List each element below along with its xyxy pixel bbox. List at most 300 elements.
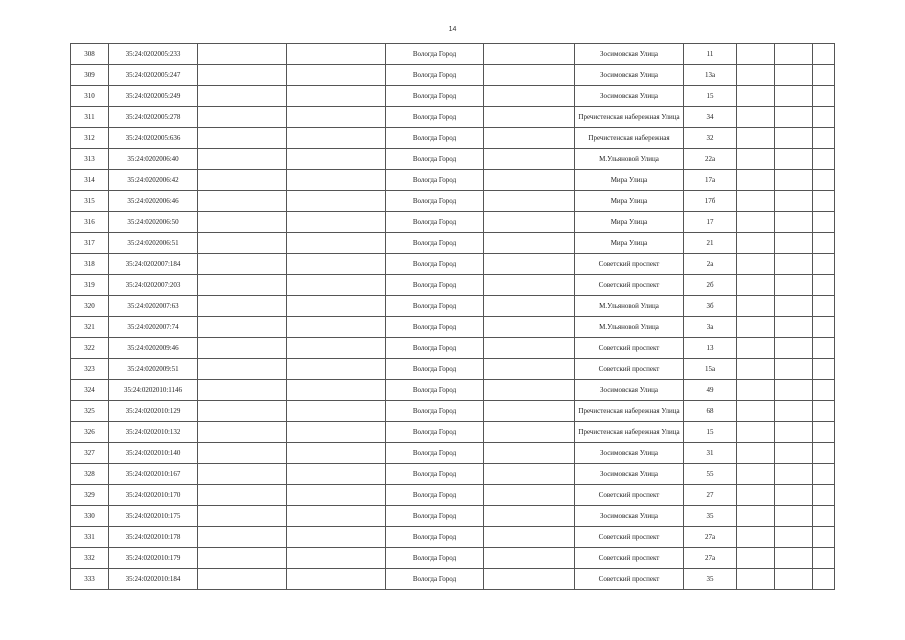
empty-cell <box>287 149 386 170</box>
empty-cell <box>775 107 813 128</box>
empty-cell <box>484 107 575 128</box>
empty-cell <box>775 380 813 401</box>
street-cell: Советский проспект <box>575 275 684 296</box>
house-number-cell: 15 <box>684 86 737 107</box>
cadastral-number-cell: 35:24:0202005:278 <box>109 107 198 128</box>
empty-cell <box>198 65 287 86</box>
row-number-cell: 320 <box>71 296 109 317</box>
empty-cell <box>775 485 813 506</box>
cadastral-number-cell: 35:24:0202010:132 <box>109 422 198 443</box>
table-row <box>71 485 835 506</box>
empty-cell <box>198 254 287 275</box>
empty-cell <box>484 464 575 485</box>
empty-cell <box>484 422 575 443</box>
table-row <box>71 170 835 191</box>
empty-cell <box>737 485 775 506</box>
empty-cell <box>737 44 775 65</box>
empty-cell <box>737 65 775 86</box>
table-row <box>71 233 835 254</box>
street-cell: Советский проспект <box>575 338 684 359</box>
empty-cell <box>287 464 386 485</box>
empty-cell <box>775 296 813 317</box>
cadastral-number-cell: 35:24:0202010:175 <box>109 506 198 527</box>
empty-cell <box>737 128 775 149</box>
house-number-cell: 55 <box>684 464 737 485</box>
empty-cell <box>813 338 835 359</box>
row-number-cell: 329 <box>71 485 109 506</box>
street-cell: М.Ульяновой Улица <box>575 296 684 317</box>
city-cell: Вологда Город <box>386 254 484 275</box>
empty-cell <box>287 170 386 191</box>
page-number: 14 <box>448 26 457 33</box>
row-number-cell: 327 <box>71 443 109 464</box>
empty-cell <box>484 506 575 527</box>
empty-cell <box>484 233 575 254</box>
empty-cell <box>484 401 575 422</box>
cadastral-number-cell: 35:24:0202006:51 <box>109 233 198 254</box>
row-number-cell: 315 <box>71 191 109 212</box>
empty-cell <box>813 443 835 464</box>
house-number-cell: 21 <box>684 233 737 254</box>
row-number-cell: 325 <box>71 401 109 422</box>
empty-cell <box>287 548 386 569</box>
empty-cell <box>484 254 575 275</box>
empty-cell <box>813 149 835 170</box>
table-row <box>71 464 835 485</box>
empty-cell <box>813 464 835 485</box>
row-number-cell: 324 <box>71 380 109 401</box>
table-row <box>71 359 835 380</box>
empty-cell <box>775 254 813 275</box>
street-cell: Пречистенская набережная Улица <box>575 401 684 422</box>
city-cell: Вологда Город <box>386 443 484 464</box>
empty-cell <box>198 44 287 65</box>
city-cell: Вологда Город <box>386 275 484 296</box>
empty-cell <box>775 464 813 485</box>
empty-cell <box>737 422 775 443</box>
table-row <box>71 254 835 275</box>
empty-cell <box>198 422 287 443</box>
row-number-cell: 314 <box>71 170 109 191</box>
empty-cell <box>287 527 386 548</box>
empty-cell <box>737 380 775 401</box>
empty-cell <box>287 212 386 233</box>
house-number-cell: 49 <box>684 380 737 401</box>
street-cell: Пречистенская набережная <box>575 128 684 149</box>
empty-cell <box>484 317 575 338</box>
empty-cell <box>484 338 575 359</box>
city-cell: Вологда Город <box>386 548 484 569</box>
city-cell: Вологда Город <box>386 44 484 65</box>
empty-cell <box>198 569 287 590</box>
city-cell: Вологда Город <box>386 170 484 191</box>
house-number-cell: 17а <box>684 170 737 191</box>
house-number-cell: 35 <box>684 569 737 590</box>
empty-cell <box>775 569 813 590</box>
house-number-cell: 27 <box>684 485 737 506</box>
empty-cell <box>775 275 813 296</box>
street-cell: М.Ульяновой Улица <box>575 317 684 338</box>
house-number-cell: 15 <box>684 422 737 443</box>
table-row <box>71 548 835 569</box>
empty-cell <box>287 44 386 65</box>
empty-cell <box>287 380 386 401</box>
empty-cell <box>287 401 386 422</box>
empty-cell <box>198 338 287 359</box>
empty-cell <box>813 170 835 191</box>
empty-cell <box>737 359 775 380</box>
table-row <box>71 191 835 212</box>
empty-cell <box>287 359 386 380</box>
empty-cell <box>484 191 575 212</box>
empty-cell <box>775 149 813 170</box>
empty-cell <box>198 128 287 149</box>
house-number-cell: 11 <box>684 44 737 65</box>
street-cell: Зосимовская Улица <box>575 443 684 464</box>
empty-cell <box>813 401 835 422</box>
empty-cell <box>813 275 835 296</box>
street-cell: Зосимовская Улица <box>575 380 684 401</box>
cadastral-number-cell: 35:24:0202009:46 <box>109 338 198 359</box>
cadastral-number-cell: 35:24:0202010:129 <box>109 401 198 422</box>
empty-cell <box>775 212 813 233</box>
empty-cell <box>775 401 813 422</box>
row-number-cell: 312 <box>71 128 109 149</box>
empty-cell <box>198 548 287 569</box>
city-cell: Вологда Город <box>386 401 484 422</box>
empty-cell <box>198 170 287 191</box>
table-row <box>71 44 835 65</box>
empty-cell <box>198 527 287 548</box>
city-cell: Вологда Город <box>386 464 484 485</box>
empty-cell <box>484 44 575 65</box>
empty-cell <box>813 254 835 275</box>
empty-cell <box>775 317 813 338</box>
empty-cell <box>287 422 386 443</box>
empty-cell <box>287 128 386 149</box>
empty-cell <box>775 506 813 527</box>
table-row <box>71 443 835 464</box>
empty-cell <box>813 569 835 590</box>
table-row <box>71 506 835 527</box>
empty-cell <box>775 65 813 86</box>
table-row <box>71 317 835 338</box>
row-number-cell: 328 <box>71 464 109 485</box>
empty-cell <box>198 380 287 401</box>
table-row <box>71 107 835 128</box>
table-row <box>71 338 835 359</box>
empty-cell <box>287 191 386 212</box>
empty-cell <box>813 380 835 401</box>
empty-cell <box>198 191 287 212</box>
cadastral-number-cell: 35:24:0202007:74 <box>109 317 198 338</box>
cadastral-number-cell: 35:24:0202009:51 <box>109 359 198 380</box>
empty-cell <box>198 86 287 107</box>
empty-cell <box>813 359 835 380</box>
street-cell: Пречистенская набережная Улица <box>575 422 684 443</box>
empty-cell <box>813 422 835 443</box>
cadastral-number-cell: 35:24:0202010:1146 <box>109 380 198 401</box>
empty-cell <box>198 317 287 338</box>
empty-cell <box>813 485 835 506</box>
street-cell: Советский проспект <box>575 254 684 275</box>
table-row <box>71 422 835 443</box>
empty-cell <box>737 149 775 170</box>
empty-cell <box>198 443 287 464</box>
city-cell: Вологда Город <box>386 191 484 212</box>
cadastral-number-cell: 35:24:0202005:249 <box>109 86 198 107</box>
table-row <box>71 380 835 401</box>
house-number-cell: 31 <box>684 443 737 464</box>
row-number-cell: 323 <box>71 359 109 380</box>
street-cell: Мира Улица <box>575 170 684 191</box>
house-number-cell: 34 <box>684 107 737 128</box>
city-cell: Вологда Город <box>386 128 484 149</box>
empty-cell <box>287 443 386 464</box>
empty-cell <box>813 548 835 569</box>
house-number-cell: 15а <box>684 359 737 380</box>
empty-cell <box>287 275 386 296</box>
street-cell: Советский проспект <box>575 569 684 590</box>
street-cell: Советский проспект <box>575 548 684 569</box>
empty-cell <box>737 401 775 422</box>
row-number-cell: 317 <box>71 233 109 254</box>
empty-cell <box>484 380 575 401</box>
empty-cell <box>737 548 775 569</box>
empty-cell <box>484 296 575 317</box>
city-cell: Вологда Город <box>386 359 484 380</box>
city-cell: Вологда Город <box>386 317 484 338</box>
empty-cell <box>813 191 835 212</box>
city-cell: Вологда Город <box>386 422 484 443</box>
cadastral-number-cell: 35:24:0202007:63 <box>109 296 198 317</box>
city-cell: Вологда Город <box>386 485 484 506</box>
empty-cell <box>737 233 775 254</box>
empty-cell <box>484 65 575 86</box>
empty-cell <box>287 569 386 590</box>
cadastral-number-cell: 35:24:0202010:179 <box>109 548 198 569</box>
empty-cell <box>484 170 575 191</box>
house-number-cell: 13а <box>684 65 737 86</box>
empty-cell <box>737 191 775 212</box>
empty-cell <box>737 464 775 485</box>
empty-cell <box>484 149 575 170</box>
empty-cell <box>813 317 835 338</box>
city-cell: Вологда Город <box>386 527 484 548</box>
row-number-cell: 309 <box>71 65 109 86</box>
empty-cell <box>775 443 813 464</box>
empty-cell <box>198 506 287 527</box>
street-cell: Мира Улица <box>575 191 684 212</box>
empty-cell <box>198 275 287 296</box>
street-cell: Зосимовская Улица <box>575 44 684 65</box>
row-number-cell: 333 <box>71 569 109 590</box>
cadastral-number-cell: 35:24:0202007:203 <box>109 275 198 296</box>
empty-cell <box>287 65 386 86</box>
city-cell: Вологда Город <box>386 212 484 233</box>
empty-cell <box>737 338 775 359</box>
registry-table-body <box>71 44 835 590</box>
table-row <box>71 275 835 296</box>
empty-cell <box>737 506 775 527</box>
empty-cell <box>287 317 386 338</box>
cadastral-number-cell: 35:24:0202005:247 <box>109 65 198 86</box>
cadastral-number-cell: 35:24:0202006:50 <box>109 212 198 233</box>
empty-cell <box>775 548 813 569</box>
empty-cell <box>198 401 287 422</box>
empty-cell <box>813 107 835 128</box>
empty-cell <box>198 485 287 506</box>
empty-cell <box>775 527 813 548</box>
street-cell: Мира Улица <box>575 212 684 233</box>
city-cell: Вологда Город <box>386 65 484 86</box>
empty-cell <box>198 233 287 254</box>
empty-cell <box>813 527 835 548</box>
registry-table <box>70 43 835 590</box>
house-number-cell: 3б <box>684 296 737 317</box>
row-number-cell: 326 <box>71 422 109 443</box>
empty-cell <box>813 65 835 86</box>
empty-cell <box>484 275 575 296</box>
house-number-cell: 3а <box>684 317 737 338</box>
house-number-cell: 13 <box>684 338 737 359</box>
empty-cell <box>737 317 775 338</box>
empty-cell <box>198 212 287 233</box>
house-number-cell: 17б <box>684 191 737 212</box>
city-cell: Вологда Город <box>386 86 484 107</box>
table-row <box>71 527 835 548</box>
row-number-cell: 321 <box>71 317 109 338</box>
row-number-cell: 316 <box>71 212 109 233</box>
house-number-cell: 22а <box>684 149 737 170</box>
row-number-cell: 318 <box>71 254 109 275</box>
empty-cell <box>775 170 813 191</box>
empty-cell <box>198 107 287 128</box>
cadastral-number-cell: 35:24:0202010:184 <box>109 569 198 590</box>
empty-cell <box>484 569 575 590</box>
row-number-cell: 332 <box>71 548 109 569</box>
street-cell: Зосимовская Улица <box>575 86 684 107</box>
empty-cell <box>737 569 775 590</box>
row-number-cell: 331 <box>71 527 109 548</box>
empty-cell <box>775 359 813 380</box>
table-row <box>71 569 835 590</box>
cadastral-number-cell: 35:24:0202010:167 <box>109 464 198 485</box>
empty-cell <box>775 191 813 212</box>
street-cell: М.Ульяновой Улица <box>575 149 684 170</box>
table-row <box>71 296 835 317</box>
empty-cell <box>775 422 813 443</box>
cadastral-number-cell: 35:24:0202007:184 <box>109 254 198 275</box>
row-number-cell: 330 <box>71 506 109 527</box>
empty-cell <box>287 233 386 254</box>
empty-cell <box>198 296 287 317</box>
empty-cell <box>775 233 813 254</box>
street-cell: Зосимовская Улица <box>575 464 684 485</box>
empty-cell <box>775 44 813 65</box>
empty-cell <box>775 128 813 149</box>
street-cell: Советский проспект <box>575 485 684 506</box>
city-cell: Вологда Город <box>386 569 484 590</box>
cadastral-number-cell: 35:24:0202006:46 <box>109 191 198 212</box>
empty-cell <box>484 548 575 569</box>
empty-cell <box>287 485 386 506</box>
empty-cell <box>287 107 386 128</box>
empty-cell <box>737 254 775 275</box>
street-cell: Зосимовская Улица <box>575 65 684 86</box>
street-cell: Мира Улица <box>575 233 684 254</box>
empty-cell <box>484 86 575 107</box>
table-row <box>71 401 835 422</box>
cadastral-number-cell: 35:24:0202005:233 <box>109 44 198 65</box>
empty-cell <box>775 338 813 359</box>
empty-cell <box>287 296 386 317</box>
table-row <box>71 212 835 233</box>
house-number-cell: 27а <box>684 548 737 569</box>
house-number-cell: 68 <box>684 401 737 422</box>
empty-cell <box>287 254 386 275</box>
empty-cell <box>813 233 835 254</box>
city-cell: Вологда Город <box>386 149 484 170</box>
city-cell: Вологда Город <box>386 233 484 254</box>
empty-cell <box>484 212 575 233</box>
empty-cell <box>737 527 775 548</box>
empty-cell <box>813 44 835 65</box>
house-number-cell: 2а <box>684 254 737 275</box>
city-cell: Вологда Город <box>386 506 484 527</box>
house-number-cell: 2б <box>684 275 737 296</box>
empty-cell <box>813 128 835 149</box>
empty-cell <box>813 506 835 527</box>
table-row <box>71 128 835 149</box>
empty-cell <box>737 86 775 107</box>
house-number-cell: 35 <box>684 506 737 527</box>
row-number-cell: 313 <box>71 149 109 170</box>
house-number-cell: 17 <box>684 212 737 233</box>
city-cell: Вологда Город <box>386 380 484 401</box>
street-cell: Советский проспект <box>575 527 684 548</box>
cadastral-number-cell: 35:24:0202010:178 <box>109 527 198 548</box>
empty-cell <box>813 212 835 233</box>
row-number-cell: 319 <box>71 275 109 296</box>
empty-cell <box>287 338 386 359</box>
empty-cell <box>287 506 386 527</box>
cadastral-number-cell: 35:24:0202005:636 <box>109 128 198 149</box>
empty-cell <box>737 170 775 191</box>
city-cell: Вологда Город <box>386 107 484 128</box>
empty-cell <box>737 296 775 317</box>
cadastral-number-cell: 35:24:0202010:140 <box>109 443 198 464</box>
house-number-cell: 32 <box>684 128 737 149</box>
row-number-cell: 322 <box>71 338 109 359</box>
cadastral-number-cell: 35:24:0202010:170 <box>109 485 198 506</box>
empty-cell <box>737 212 775 233</box>
empty-cell <box>737 107 775 128</box>
street-cell: Зосимовская Улица <box>575 506 684 527</box>
table-row <box>71 149 835 170</box>
table-row <box>71 86 835 107</box>
cadastral-number-cell: 35:24:0202006:42 <box>109 170 198 191</box>
street-cell: Пречистенская набережная Улица <box>575 107 684 128</box>
empty-cell <box>484 527 575 548</box>
house-number-cell: 27а <box>684 527 737 548</box>
empty-cell <box>484 443 575 464</box>
empty-cell <box>737 443 775 464</box>
empty-cell <box>484 485 575 506</box>
table-row <box>71 65 835 86</box>
empty-cell <box>198 464 287 485</box>
row-number-cell: 310 <box>71 86 109 107</box>
